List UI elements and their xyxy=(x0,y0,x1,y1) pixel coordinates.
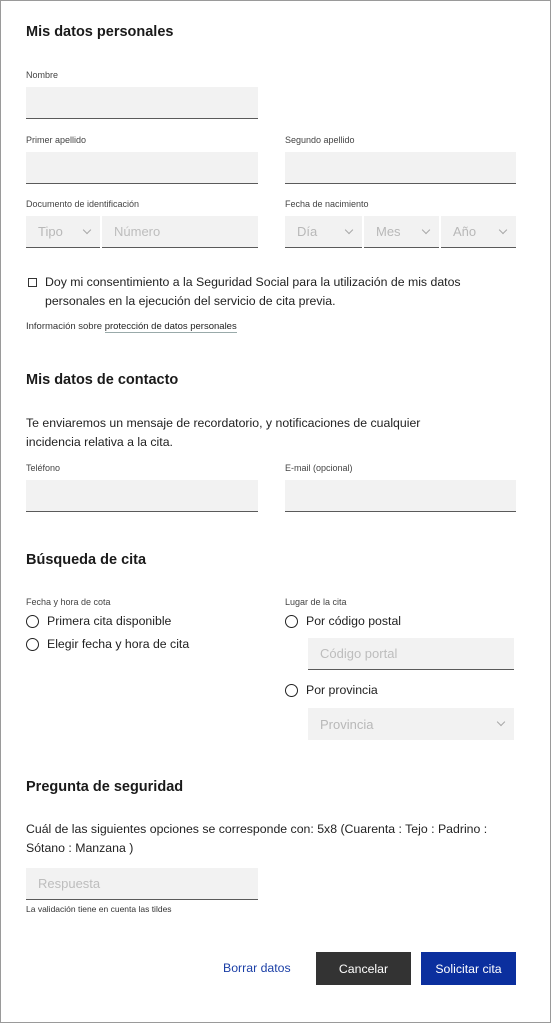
provincia-select[interactable] xyxy=(308,708,514,740)
segundo-apellido-input[interactable] xyxy=(285,152,516,184)
radio-codigo-postal-label: Por código postal xyxy=(306,614,402,628)
primer-apellido-input[interactable] xyxy=(26,152,258,184)
fecha-nacimiento-label: Fecha de nacimiento xyxy=(285,199,369,209)
submit-button[interactable]: Solicitar cita xyxy=(421,952,516,985)
radio-elegir-fecha-label: Elegir fecha y hora de cita xyxy=(47,637,190,651)
contact-intro-line-2: incidencia relativa a la cita. xyxy=(26,435,173,449)
contact-intro-line-1: Te enviaremos un mensaje de recordatorio, y notificaciones de cualquier xyxy=(26,416,421,430)
email-input[interactable] xyxy=(285,480,516,512)
radio-circle-icon xyxy=(285,684,298,697)
numero-input[interactable] xyxy=(102,216,258,248)
dia-placeholder: Día xyxy=(297,224,318,239)
provincia-placeholder: Provincia xyxy=(320,716,374,732)
chevron-down-icon xyxy=(497,718,505,726)
contact-section-title: Mis datos de contacto xyxy=(26,372,179,388)
security-section-title: Pregunta de seguridad xyxy=(26,779,184,795)
tipo-select[interactable] xyxy=(26,216,100,248)
radio-codigo-postal[interactable] xyxy=(285,614,401,628)
consent-line-2: personales en la ejecución del servicio de cita previa. xyxy=(45,294,336,308)
consent-text xyxy=(45,273,461,311)
radio-provincia-label: Por provincia xyxy=(306,683,378,697)
fecha-hora-label: Fecha y hora de cota xyxy=(26,597,111,607)
nombre-label: Nombre xyxy=(26,70,59,80)
privacy-info xyxy=(26,321,237,332)
primer-apellido-label: Primer apellido xyxy=(26,135,87,145)
privacy-link[interactable]: protección de datos personales xyxy=(104,321,237,332)
radio-elegir-fecha[interactable] xyxy=(26,637,189,651)
anio-placeholder: Año xyxy=(453,224,477,239)
chevron-down-icon xyxy=(83,225,91,233)
security-question xyxy=(26,820,487,858)
respuesta-input[interactable] xyxy=(26,868,258,900)
chevron-down-icon xyxy=(422,225,430,233)
personal-section-title: Mis datos personales xyxy=(26,24,174,40)
mes-select[interactable] xyxy=(364,216,439,248)
documento-label: Documento de identificación xyxy=(26,199,140,209)
dia-select[interactable] xyxy=(285,216,362,248)
radio-circle-icon xyxy=(26,638,39,651)
search-section-title: Búsqueda de cita xyxy=(26,552,147,568)
consent-checkbox[interactable] xyxy=(28,278,37,287)
email-label: E-mail (opcional) xyxy=(285,463,353,473)
tipo-placeholder: Tipo xyxy=(38,224,63,239)
lugar-label: Lugar de la cita xyxy=(285,597,347,607)
contact-intro xyxy=(26,414,420,452)
fecha-nacimiento-group xyxy=(285,216,516,248)
telefono-input[interactable] xyxy=(26,480,258,512)
cancel-button[interactable]: Cancelar xyxy=(316,952,411,985)
codigo-postal-input[interactable] xyxy=(308,638,514,670)
anio-select[interactable] xyxy=(441,216,516,248)
chevron-down-icon xyxy=(345,225,353,233)
nombre-input[interactable] xyxy=(26,87,258,119)
telefono-label: Teléfono xyxy=(26,463,61,473)
security-question-line-2: Sótano : Manzana ) xyxy=(26,841,134,855)
chevron-down-icon xyxy=(499,225,507,233)
radio-circle-icon xyxy=(285,615,298,628)
radio-circle-icon xyxy=(26,615,39,628)
mes-placeholder: Mes xyxy=(376,224,401,239)
clear-data-link[interactable]: Borrar datos xyxy=(223,961,291,975)
validation-hint: La validación tiene en cuenta las tildes xyxy=(26,904,172,914)
segundo-apellido-label: Segundo apellido xyxy=(285,135,355,145)
radio-provincia[interactable] xyxy=(285,683,378,697)
privacy-info-prefix: Información sobre xyxy=(26,321,103,332)
documento-group xyxy=(26,216,258,248)
security-question-line-1: Cuál de las siguientes opciones se corresponde con: 5x8 (Cuarenta : Tejo : Padrino : xyxy=(26,822,488,836)
consent-line-1: Doy mi consentimiento a la Seguridad Social para la utilización de mis datos xyxy=(45,275,461,289)
radio-primera-cita-label: Primera cita disponible xyxy=(47,614,172,628)
radio-primera-cita[interactable] xyxy=(26,614,171,628)
